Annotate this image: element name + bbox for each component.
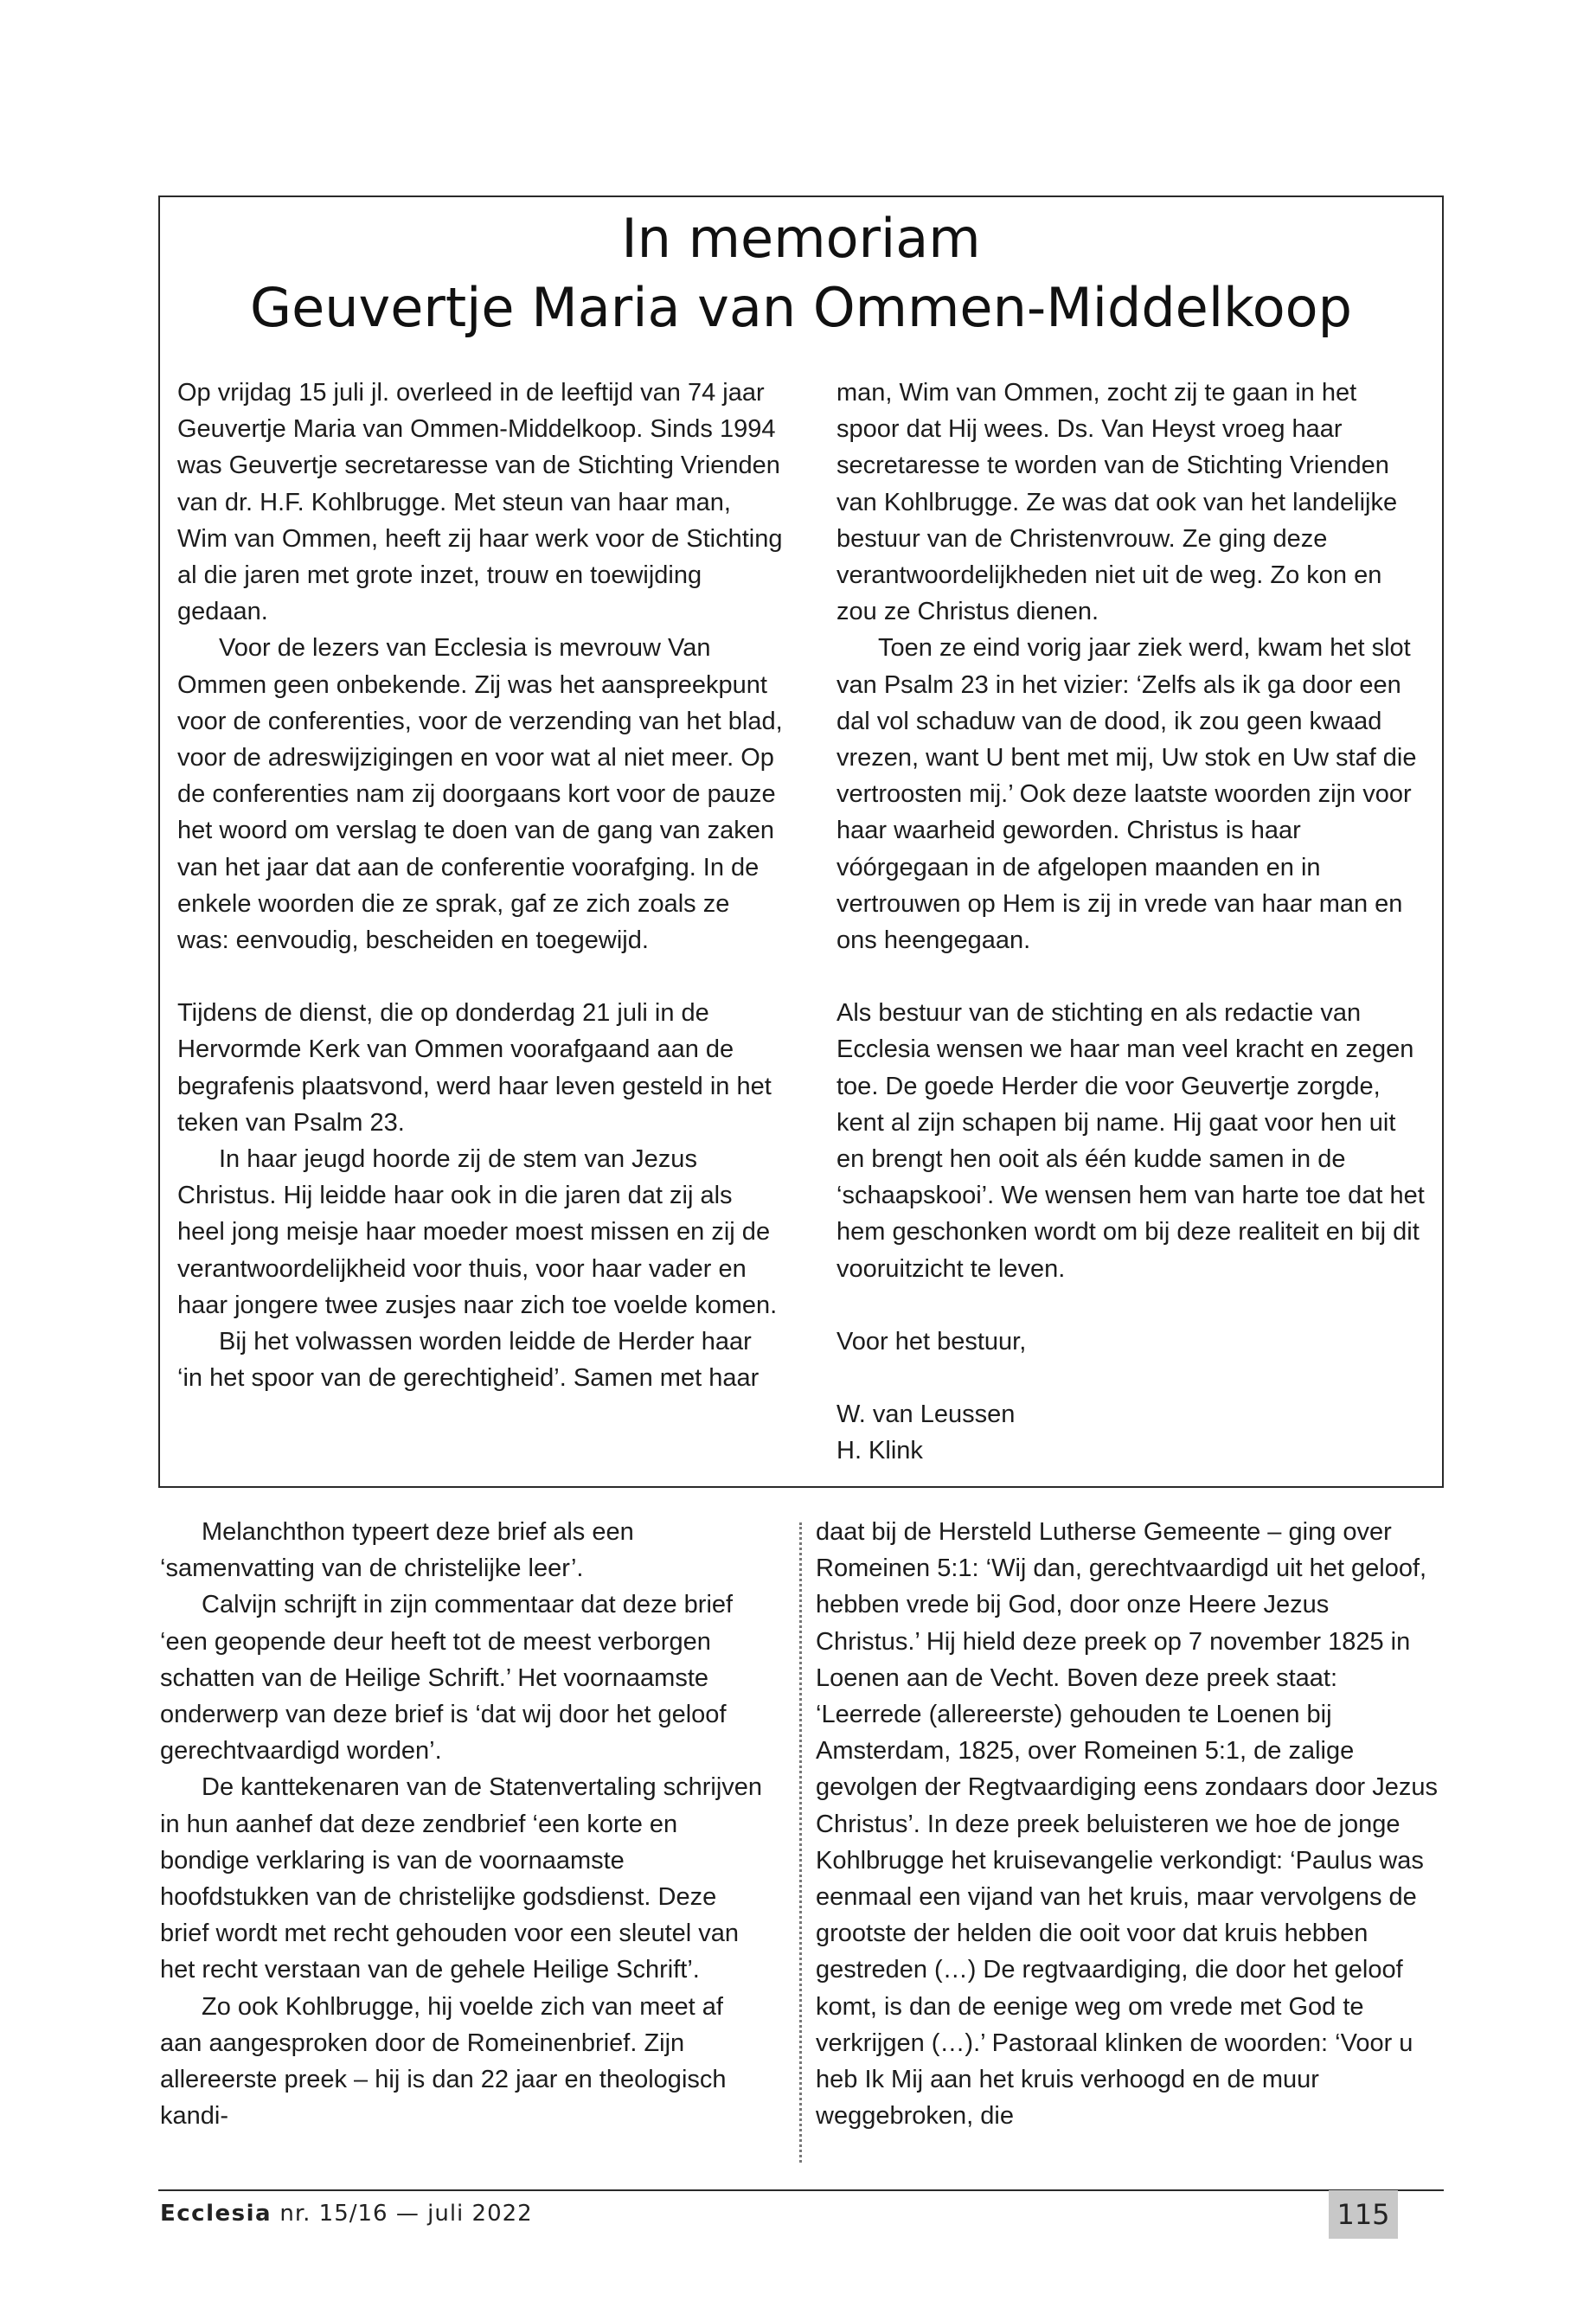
paragraph: Voor de lezers van Ecclesia is mevrouw Van Ommen geen onbekende. Zij was het aanspreekpunt voor de conferenties, voor de verzending van het blad, voor de adreswijzigingen en voor wat al niet meer. Op de conferenties nam zij doorgaans kort voor de pauze het woord om verslag te doen van de gang van zaken van het jaar dat aan de conferentie voorafging. In de enkele woorden die ze sprak, gaf ze zich zoals ze was: eenvoudig, bescheiden en toegewijd. [177,634,783,955]
footer-rule [158,2189,1444,2191]
paragraph: Tijdens de dienst, die op donderdag 21 juli in de Hervormde Kerk van Ommen voorafgaand aan de begrafenis plaatsvond, werd haar leven gesteld in het teken van Psalm 23. [177,999,772,1137]
issue-info: nr. 15/16 — juli 2022 [279,2201,533,2227]
memoriam-title [158,204,1444,343]
article-left-column [160,1514,766,2134]
footer [160,2201,533,2227]
title-line-1: In memoriam [621,207,981,270]
article-right-column [816,1514,1439,2134]
signature-name: W. van Leussen [836,1400,1016,1429]
magazine-name: Ecclesia [160,2201,272,2227]
signature-name: H. Klink [836,1437,923,1465]
paragraph: Op vrijdag 15 juli jl. overleed in de leeftijd van 74 jaar Geuvertje Maria van Ommen-Middelkoop. Sinds 1994 was Geuvertje secretaresse van de Stichting Vrienden van dr. H.F. Kohlbrugge. Met steun van haar man, Wim van Ommen, heeft zij haar werk voor de Stichting al die jaren met grote inzet, trouw en toewijding gedaan. [177,379,783,626]
paragraph: In haar jeugd hoorde zij de stem van Jezus Christus. Hij leidde haar ook in die jaren dat zij als heel jong meisje haar moeder moest missen en zij de verantwoordelijkheid voor thuis, voor haar vader en haar jongere twee zusjes naar zich toe voelde komen. [177,1145,778,1319]
title-line-2: Geuvertje Maria van Ommen-Middelkoop [250,276,1352,339]
paragraph: Calvijn schrijft in zijn commentaar dat deze brief ‘een geopende deur heeft tot de meest verborgen schatten van de Heilige Schrift.’ Het voornaamste onderwerp van deze brief is ‘dat wij door het geloof gerechtvaardigd worden’. [160,1591,734,1766]
column-divider [799,1522,802,2163]
memoriam-left-column [177,375,783,1396]
memoriam-right-column [836,375,1425,1469]
paragraph: Zo ook Kohlbrugge, hij voelde zich van meet af aan aangesproken door de Romeinenbrief. Zijn allereerste preek – hij is dan 22 jaar en theologisch kandi- [160,1992,727,2131]
paragraph: Als bestuur van de stichting en als redactie van Ecclesia wensen we haar man veel kracht en zegen toe. De goede Herder die voor Geuvertje zorgde, kent al zijn schapen bij name. Hij gaat voor hen uit en brengt hen ooit als één kudde samen in de ‘schaapskooi’. We wensen hem van harte toe dat het hem geschonken wordt om bij deze realiteit en bij dit vooruitzicht te leven. [836,999,1425,1283]
paragraph: daat bij de Hersteld Lutherse Gemeente – ging over Romeinen 5:1: ‘Wij dan, gerechtvaardigd uit het geloof, hebben vrede bij God, door onze Heere Jezus Christus.’ Hij hield deze preek op 7 november 1825 in Loenen aan de Vecht. Boven deze preek staat: ‘Leerrede (allereerste) gehouden te Loenen bij Amsterdam, 1825, over Romeinen 5:1, de zalige gevolgen der Regtvaardiging eens zondaars door Jezus Christus’. In deze preek beluisteren we hoe de jonge Kohlbrugge het kruisevangelie verkondigt: ‘Paulus was eenmaal een vijand van het kruis, maar vervolgens de grootste der helden die ooit voor dat kruis hebben gestreden (…) De regtvaardiging, die door het geloof komt, is dan de eenige weg om vrede met God te verkrijgen (…).’ Pastoraal klinken de woorden: ‘Voor u heb Ik Mij aan het kruis verhoogd en de muur weggebroken, die [816,1518,1439,2131]
signature-intro: Voor het bestuur, [836,1327,1027,1356]
paragraph: De kanttekenaren van de Statenvertaling schrijven in hun aanhef dat deze zendbrief ‘een korte en bondige verklaring is van de voornaamste hoofdstukken van de christelijke godsdienst. Deze brief wordt met recht gehouden voor een sleutel van het recht verstaan van de gehele Heilige Schrift’. [160,1773,763,1984]
paragraph: Melanchthon typeert deze brief als een ‘samenvatting van de christelijke leer’. [160,1518,634,1583]
paragraph: Toen ze eind vorig jaar ziek werd, kwam het slot van Psalm 23 in het vizier: ‘Zelfs als ik ga door een dal vol schaduw van de dood, ik zou geen kwaad vrezen, want U bent met mij, Uw stok en Uw staf die vertroosten mij.’ Ook deze laatste woorden zijn voor haar waarheid geworden. Christus is haar vóórgegaan in de afgelopen maanden en in vertrouwen op Hem is zij in vrede van haar man en ons heengegaan. [836,634,1417,955]
page-number: 115 [1329,2190,1398,2239]
paragraph: man, Wim van Ommen, zocht zij te gaan in het spoor dat Hij wees. Ds. Van Heyst vroeg haar secretaresse te worden van de Stichting Vrienden van Kohlbrugge. Ze was dat ook van het landelijke bestuur van de Christenvrouw. Ze ging deze verantwoordelijkheden niet uit de weg. Zo kon en zou ze Christus dienen. [836,379,1398,626]
paragraph: Bij het volwassen worden leidde de Herder haar ‘in het spoor van de gerechtigheid’. Samen met haar [177,1328,760,1393]
